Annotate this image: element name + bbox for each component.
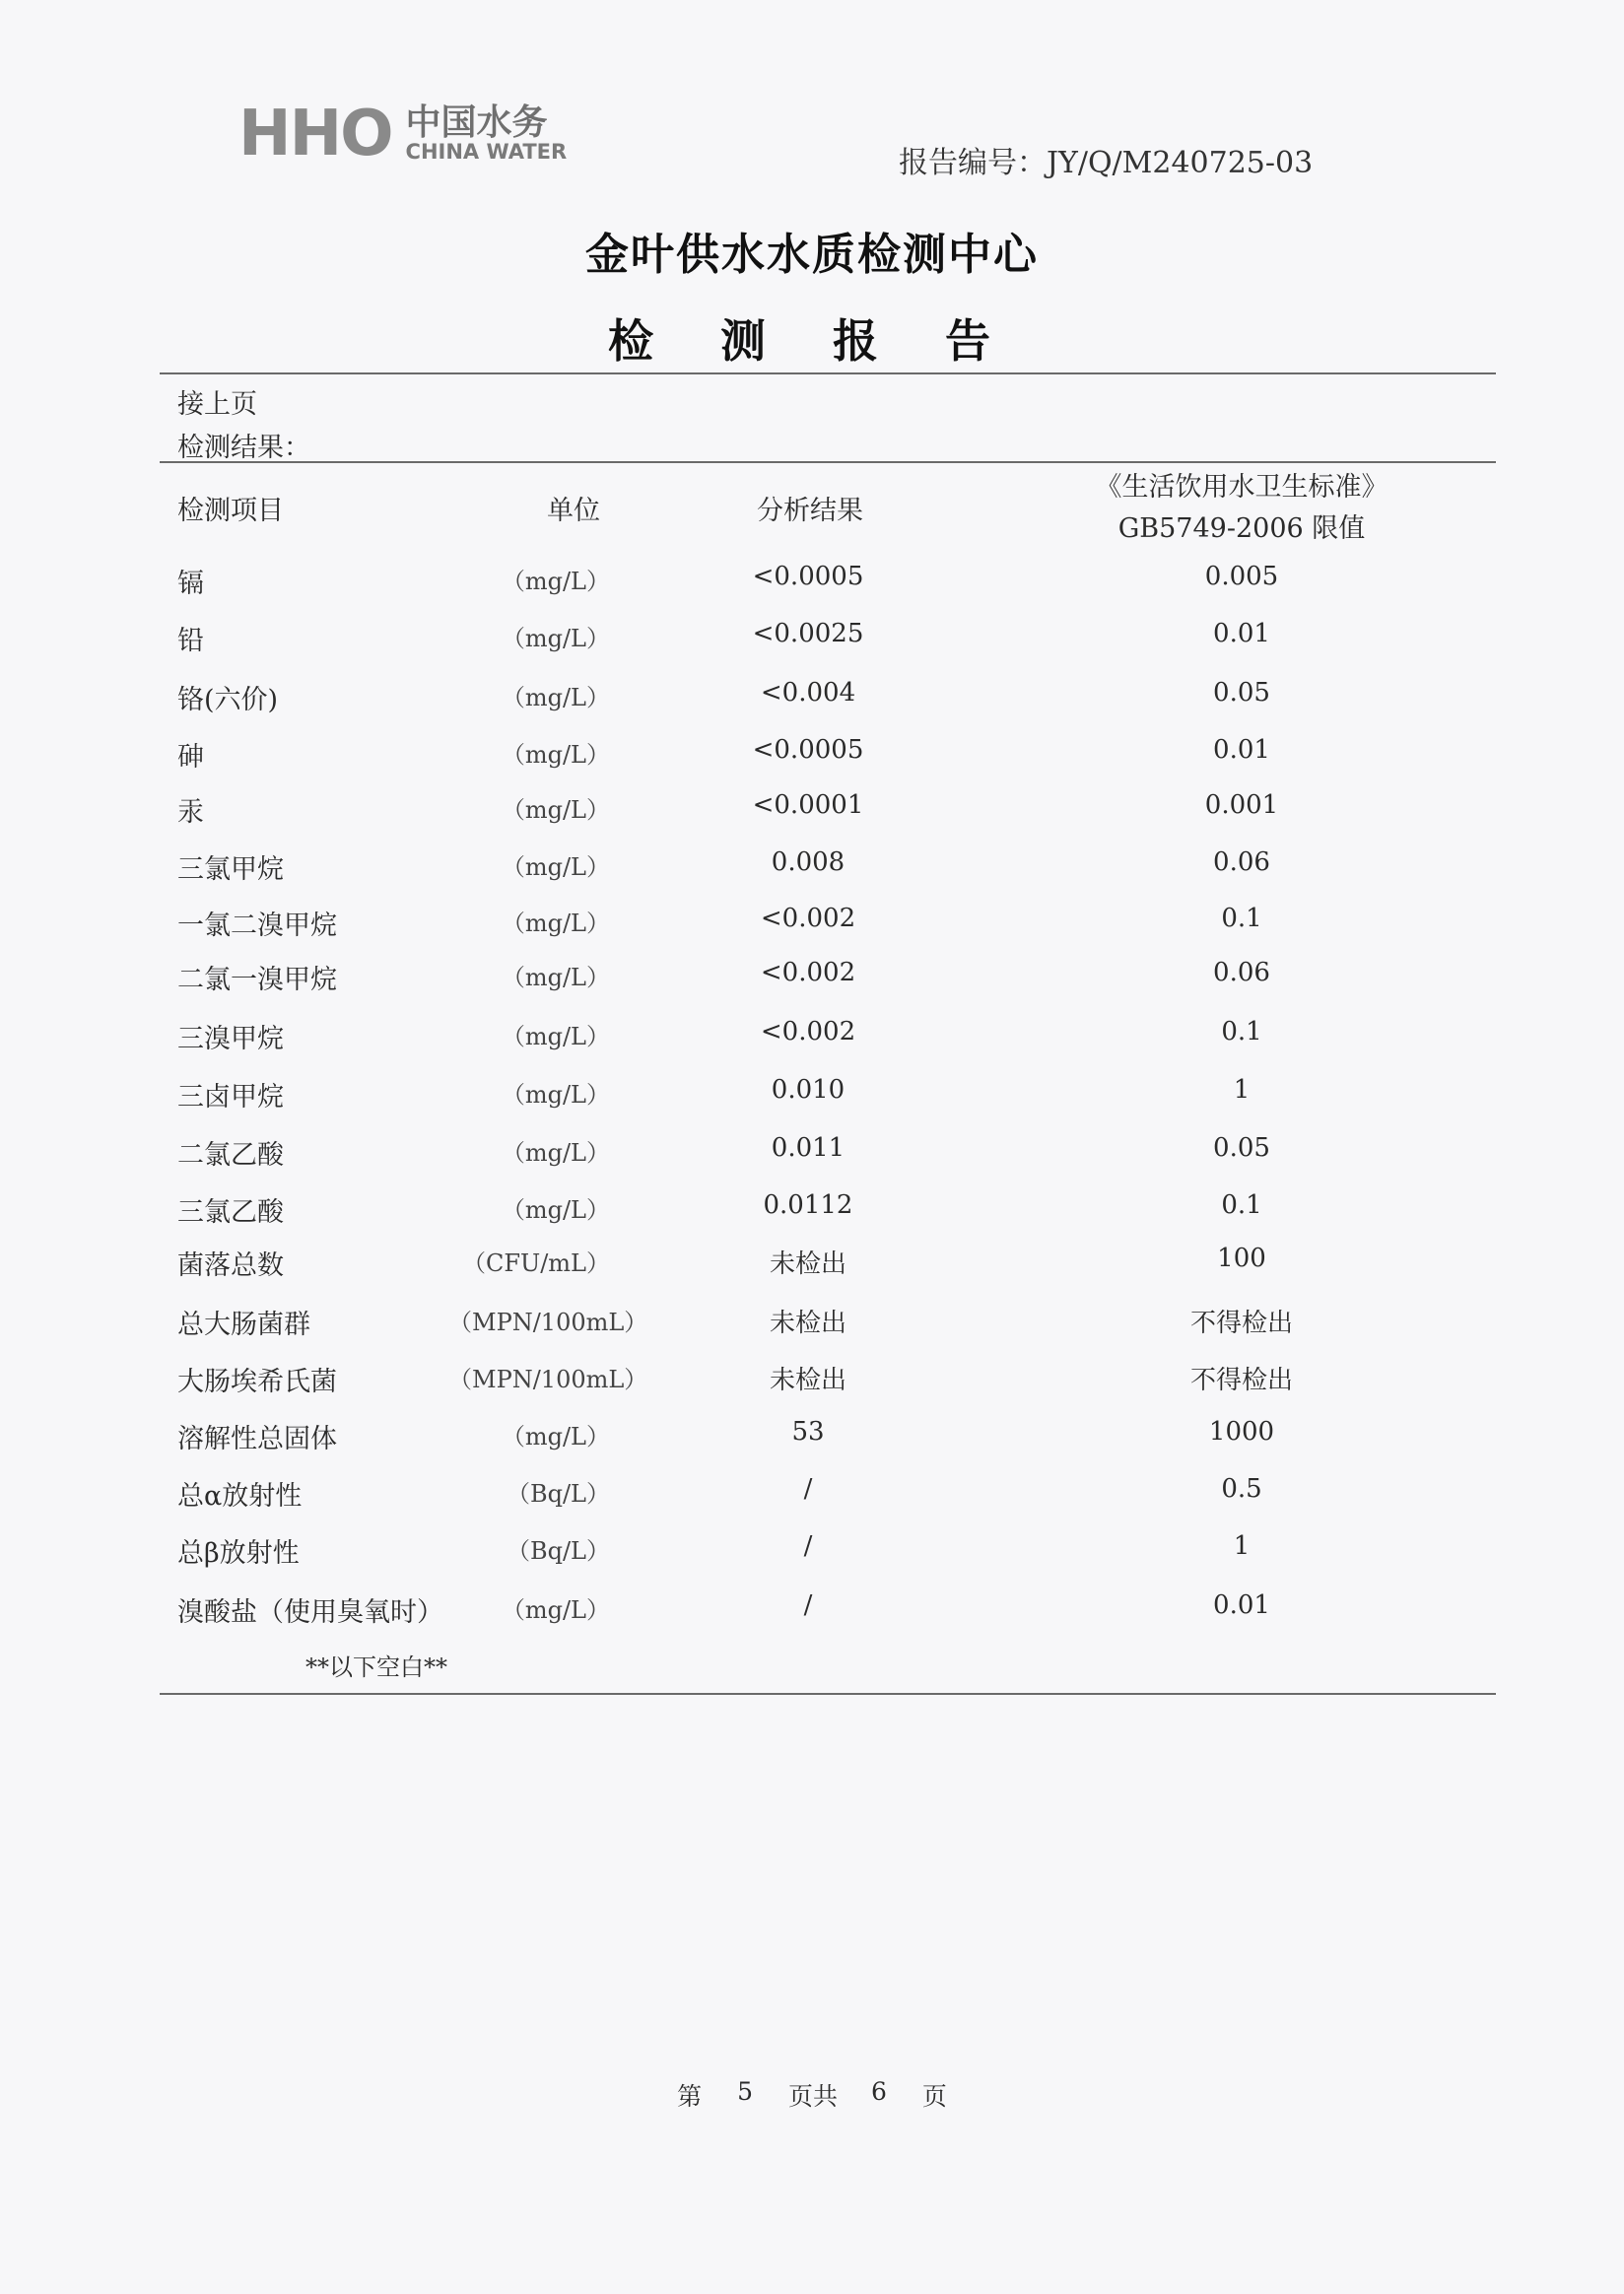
row-item: 大肠埃希氏菌 <box>177 1367 337 1397</box>
row-result: 未检出 <box>769 1309 846 1338</box>
row-unit: （mg/L） <box>501 1139 610 1167</box>
row-item: 菌落总数 <box>177 1250 284 1281</box>
row-result: <0.002 <box>760 1017 856 1046</box>
bottom-divider <box>160 1693 1496 1695</box>
row-limit: 0.5 <box>1221 1474 1262 1504</box>
row-limit: 0.001 <box>1204 790 1279 820</box>
row-result: 0.011 <box>771 1133 846 1163</box>
row-item: 三氯乙酸 <box>177 1197 284 1228</box>
logo-mark: HHO <box>238 98 392 170</box>
row-result: <0.002 <box>760 904 856 933</box>
row-unit: （MPN/100mL） <box>448 1366 648 1393</box>
header-item: 检测项目 <box>177 496 284 526</box>
row-result: 未检出 <box>769 1366 846 1395</box>
row-limit: 1 <box>1233 1531 1251 1561</box>
row-item: 总β放射性 <box>177 1538 300 1569</box>
row-result: <0.0005 <box>752 562 864 591</box>
header-standard-line2: GB5749-2006 限值 <box>1117 513 1366 544</box>
row-unit: （MPN/100mL） <box>448 1309 648 1336</box>
footer-suffix: 页 <box>921 2082 947 2111</box>
row-item: 三溴甲烷 <box>177 1024 284 1054</box>
logo-english: CHINA WATER <box>405 140 568 165</box>
row-limit: 0.005 <box>1204 562 1279 591</box>
row-item: 三卤甲烷 <box>177 1082 284 1113</box>
row-result: <0.0005 <box>752 735 864 765</box>
row-item: 二氯乙酸 <box>177 1140 284 1171</box>
row-item: 二氯一溴甲烷 <box>177 965 337 995</box>
row-result: 0.008 <box>771 847 846 877</box>
row-item: 镉 <box>177 569 204 599</box>
end-note: **以下空白** <box>305 1653 447 1681</box>
row-limit: 0.05 <box>1213 678 1270 708</box>
row-result: / <box>803 1531 813 1561</box>
row-item: 总α放射性 <box>177 1481 303 1512</box>
row-limit: 0.01 <box>1213 735 1270 765</box>
row-limit: 不得检出 <box>1189 1366 1293 1395</box>
row-limit: 100 <box>1217 1244 1266 1273</box>
row-result: 0.010 <box>771 1075 846 1105</box>
row-limit: 0.06 <box>1213 847 1270 877</box>
header-unit: 单位 <box>547 496 600 526</box>
row-limit: 0.1 <box>1221 904 1262 933</box>
row-unit: （mg/L） <box>501 964 610 991</box>
row-limit: 1000 <box>1208 1417 1275 1447</box>
row-unit: （mg/L） <box>501 625 610 652</box>
row-unit: （mg/L） <box>501 741 610 769</box>
row-result: / <box>803 1590 813 1620</box>
header-standard-line1: 《生活饮用水卫生标准》 <box>1095 472 1388 503</box>
row-item: 铅 <box>177 626 204 656</box>
row-item: 汞 <box>177 797 204 828</box>
row-item: 砷 <box>177 742 204 773</box>
row-unit: （mg/L） <box>501 1596 610 1624</box>
row-item: 溴酸盐（使用臭氧时） <box>177 1597 443 1628</box>
footer-prefix: 第 <box>677 2082 703 2111</box>
row-unit: （mg/L） <box>501 568 610 595</box>
footer-total-pages: 6 <box>871 2077 887 2106</box>
row-unit: （mg/L） <box>501 910 610 937</box>
row-limit: 0.05 <box>1213 1133 1270 1163</box>
row-unit: （mg/L） <box>501 1196 610 1224</box>
row-item: 一氯二溴甲烷 <box>177 911 337 941</box>
row-unit: （mg/L） <box>501 1023 610 1050</box>
row-item: 总大肠菌群 <box>177 1310 310 1340</box>
row-result: <0.002 <box>760 958 856 987</box>
center-title: 金叶供水水质检测中心 <box>585 230 1039 280</box>
row-item: 三氯甲烷 <box>177 854 284 885</box>
report-number: 报告编号：JY/Q/M240725-03 <box>899 146 1314 180</box>
row-limit: 0.1 <box>1221 1017 1262 1046</box>
results-label: 检测结果： <box>177 433 310 463</box>
row-unit: （mg/L） <box>501 1423 610 1451</box>
row-unit: （mg/L） <box>501 1081 610 1109</box>
row-item: 铬(六价) <box>177 685 279 715</box>
row-unit: （Bq/L） <box>506 1480 610 1508</box>
row-limit: 0.06 <box>1213 958 1270 987</box>
row-result: <0.0001 <box>752 790 864 820</box>
row-limit: 不得检出 <box>1189 1309 1293 1338</box>
row-limit: 0.01 <box>1213 619 1270 648</box>
page-footer <box>0 2077 1624 2113</box>
logo-chinese: 中国水务 <box>405 101 548 143</box>
continued-label: 接上页 <box>177 389 257 420</box>
footer-middle: 页共 <box>787 2082 838 2111</box>
row-result: 53 <box>791 1417 825 1447</box>
row-unit: （mg/L） <box>501 684 610 711</box>
row-limit: 1 <box>1233 1075 1251 1105</box>
row-unit: （mg/L） <box>501 796 610 824</box>
row-item: 溶解性总固体 <box>177 1424 337 1454</box>
row-result: 未检出 <box>769 1249 846 1279</box>
company-logo <box>238 98 568 170</box>
header-divider <box>160 461 1496 463</box>
logo-text <box>405 101 568 165</box>
row-limit: 0.1 <box>1221 1190 1262 1220</box>
footer-page-number: 5 <box>737 2077 753 2106</box>
row-unit: （mg/L） <box>501 853 610 881</box>
row-result: <0.0025 <box>752 619 864 648</box>
report-title: 检 测 报 告 <box>607 314 1017 368</box>
top-divider <box>160 372 1496 374</box>
row-unit: （Bq/L） <box>506 1537 610 1565</box>
row-result: / <box>803 1474 813 1504</box>
row-limit: 0.01 <box>1213 1590 1270 1620</box>
header-result: 分析结果 <box>757 496 863 526</box>
row-unit: （CFU/mL） <box>461 1249 610 1277</box>
row-result: 0.0112 <box>763 1190 853 1220</box>
row-result: <0.004 <box>760 678 856 708</box>
